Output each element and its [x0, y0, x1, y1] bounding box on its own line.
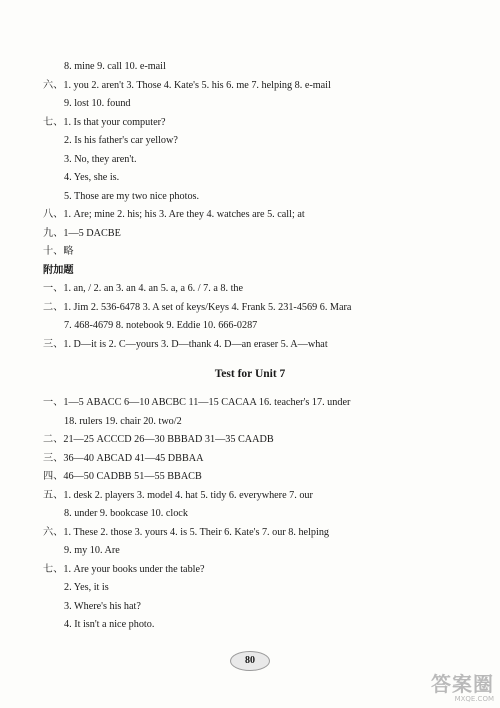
answer-line: 8. under 9. bookcase 10. clock: [64, 508, 188, 519]
answer-line: 2. Yes, it is: [64, 582, 109, 593]
answer-line: 一、1. an, / 2. an 3. an 4. an 5. a, a 6. / 7. a 8. the: [43, 283, 244, 294]
page-number: 80: [230, 651, 270, 671]
answer-line: 9. lost 10. found: [64, 98, 131, 109]
answer-line: 附加题: [43, 264, 74, 276]
answer-line: 4. It isn't a nice photo.: [64, 619, 155, 630]
answer-line: 六、1. These 2. those 3. yours 4. is 5. Their 6. Kate's 7. our 8. helping: [43, 526, 330, 538]
answer-line: 九、1—5 DACBE: [43, 227, 121, 239]
answer-line: 八、1. Are; mine 2. his; his 3. Are they 4. watches are 5. call; at: [43, 209, 305, 220]
answer-line: 三、36—40 ABCAD 41—45 DBBAA: [43, 452, 204, 464]
answer-line: 2. Is his father's car yellow?: [64, 135, 178, 146]
answer-line: 3. Where's his hat?: [64, 600, 141, 612]
answer-line: 十、略: [43, 246, 74, 257]
answer-line: 二、1. Jim 2. 536-6478 3. A set of keys/Keys 4. Frank 5. 231-4569 6. Mara: [43, 301, 352, 313]
answer-line: 三、1. D—it is 2. C—yours 3. D—thank 4. D—an eraser 5. A—what: [43, 338, 328, 350]
answer-line: 一、1—5 ABACC 6—10 ABCBC 11—15 CACAA 16. teacher's 17. under: [43, 397, 351, 408]
watermark-main: 答案圈: [431, 672, 494, 696]
answer-line: 5. Those are my two nice photos.: [64, 190, 200, 202]
page-number-area: [0, 650, 500, 671]
answer-line: 七、1. Is that your computer?: [43, 116, 166, 128]
answer-line: 4. Yes, she is.: [64, 172, 120, 183]
answer-line: 二、21—25 ACCCD 26—30 BBBAD 31—35 CAADB: [43, 434, 274, 445]
answer-line: 五、1. desk 2. players 3. model 4. hat 5. tidy 6. everywhere 7. our: [43, 489, 313, 501]
section-title: Test for Unit 7: [214, 368, 286, 380]
answer-line: 3. No, they aren't.: [64, 153, 137, 165]
answer-line: 七、1. Are your books under the table?: [43, 563, 205, 575]
answer-line: 六、1. you 2. aren't 3. Those 4. Kate's 5. his 6. me 7. helping 8. e-mail: [43, 79, 331, 91]
answer-line: 8. mine 9. call 10. e-mail: [64, 61, 166, 72]
answer-line: 18. rulers 19. chair 20. two/2: [64, 415, 182, 427]
answer-line: 9. my 10. Are: [64, 545, 120, 556]
watermark-logo: [431, 673, 494, 704]
answer-line: 7. 468-4679 8. notebook 9. Eddie 10. 666-0287: [64, 320, 258, 331]
watermark-url: MXQE.COM: [454, 695, 494, 703]
answer-content: [0, 58, 500, 635]
answers-block-bottom: [0, 394, 500, 635]
answer-line: 四、46—50 CADBB 51—55 BBACB: [43, 471, 202, 482]
answers-block-top: [0, 58, 500, 354]
